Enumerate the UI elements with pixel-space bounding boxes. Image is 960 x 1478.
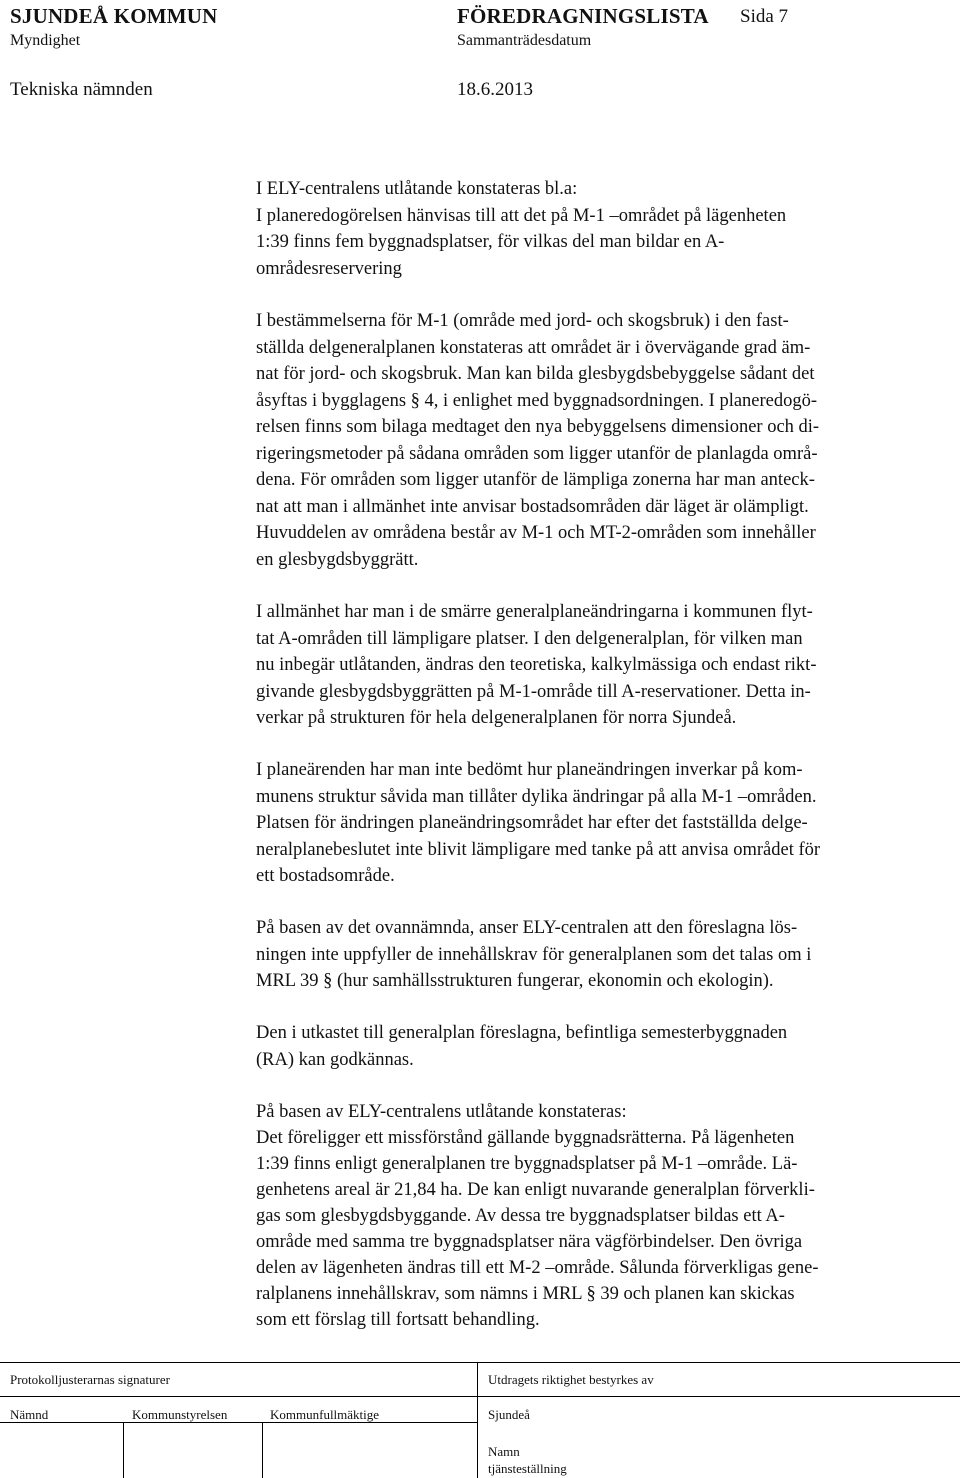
footer-row-rule — [0, 1422, 477, 1423]
text-line: åsyftas i bygglagens § 4, i enlighet med byggnadsordningen. I planeredogö- — [256, 391, 818, 411]
text-line: dena. För områden som ligger utanför de lämpliga zonerna har man anteck- — [256, 470, 815, 490]
column-label-municipal-council: Kommunfullmäktige — [270, 1407, 380, 1422]
text-line: som ett förslag till fortsatt behandling. — [256, 1310, 540, 1330]
footer-mid-rule — [0, 1396, 960, 1397]
text-line: 1:39 finns enligt generalplanen tre byggnadsplatser på M-1 –område. Lä- — [256, 1154, 798, 1174]
text-line: munens struktur såvida man tillåter dylika ändringar på alla M-1 –områden. — [256, 787, 817, 807]
text-line: ställda delgeneralplanen konstateras att området är i övervägande grad äm- — [256, 338, 811, 358]
text-line: Den i utkastet till generalplan föreslagna, befintliga semesterbyggnaden — [256, 1023, 788, 1043]
authority-label: Myndighet — [10, 32, 81, 49]
text-line: relsen finns som bilaga medtaget den nya bebyggelsens dimensioner och di- — [256, 417, 820, 437]
footer-col-rule — [262, 1422, 263, 1478]
text-line: 1:39 finns fem byggnadsplatser, för vilkas del man bildar en A- — [256, 232, 725, 252]
text-line: MRL 39 § (hur samhällsstrukturen fungerar, ekonomin och ekologin). — [256, 971, 774, 991]
column-label-municipal-board: Kommunstyrelsen — [132, 1407, 228, 1422]
text-line: Det föreligger ett missförstånd gällande byggnadsrätterna. På lägenheten — [256, 1128, 795, 1148]
text-line: neralplanebeslutet inte blivit lämpligare med tanke på att anvisa området för — [256, 840, 821, 860]
column-label-board: Nämnd — [10, 1407, 49, 1422]
place-label: Sjundeå — [488, 1407, 530, 1422]
text-line: nat att man i allmänhet inte anvisar bostadsområden där läget är olämpligt. — [256, 497, 809, 517]
text-line: givande glesbygdsbyggrätten på M-1-område till A-reservationer. Detta in- — [256, 682, 811, 702]
text-line: I allmänhet har man i de smärre generalplaneändringarna i kommunen flyt- — [256, 602, 813, 622]
text-line: nu inbegär utlåtanden, ändras den teoretiska, kalkylmässiga och endast rikt- — [256, 655, 817, 675]
text-line: områdesreservering — [256, 259, 402, 279]
document-type: FÖREDRAGNINGSLISTA — [457, 4, 709, 28]
text-line: nat för jord- och skogsbruk. Man kan bilda glesbygdsbebyggelse sådant det — [256, 364, 815, 384]
footer-top-rule — [0, 1362, 960, 1363]
page-number: Sida 7 — [740, 6, 789, 27]
verification-label: Utdragets riktighet bestyrkes av — [488, 1372, 654, 1387]
name-label: Namn — [488, 1444, 520, 1459]
text-line: ett bostadsområde. — [256, 866, 395, 886]
signatures-label: Protokolljusterarnas signaturer — [10, 1372, 170, 1387]
text-line: område med samma tre byggnadsplatser nära vägförbindelser. Den övriga — [256, 1232, 803, 1252]
footer-col-rule — [123, 1422, 124, 1478]
text-line: rigeringsmetoder på sådana områden som ligger utanför de planlagda områ- — [256, 444, 818, 464]
text-line: genhetens areal är 21,84 ha. De kan enligt nuvarande generalplan förverkli- — [256, 1180, 815, 1200]
footer-divider — [477, 1362, 478, 1478]
signature-footer — [0, 1362, 960, 1478]
meeting-date-label: Sammanträdesdatum — [457, 32, 592, 49]
text-line: I planeärenden har man inte bedömt hur planeändringen inverkar på kom- — [256, 760, 803, 780]
text-line: Huvuddelen av områdena består av M-1 och MT-2-områden som innehåller — [256, 523, 816, 543]
text-line: delen av lägenheten ändras till ett M-2 –område. Sålunda förverkligas gene- — [256, 1258, 819, 1278]
text-line: I ELY-centralens utlåtande konstateras bl.a: — [256, 179, 578, 199]
text-line: verkar på strukturen för hela delgeneralplanen för norra Sjundeå. — [256, 708, 737, 728]
text-line: tat A-områden till lämpligare platser. I den delgeneralplan, för vilken man — [256, 629, 803, 649]
text-line: På basen av det ovannämnda, anser ELY-centralen att den föreslagna lös- — [256, 918, 798, 938]
meeting-date: 18.6.2013 — [457, 79, 533, 100]
text-line: ningen inte uppfyller de innehållskrav för generalplanen som det talas om i — [256, 945, 812, 965]
position-label: tjänsteställning — [488, 1461, 567, 1476]
text-line: ralplanens innehållskrav, som nämns i MRL § 39 och planen kan skickas — [256, 1284, 795, 1304]
text-line: I planeredogörelsen hänvisas till att det på M-1 –området på lägenheten — [256, 206, 787, 226]
authority-name: Tekniska nämnden — [10, 79, 153, 100]
text-line: Platsen för ändringen planeändringsområdet har efter det fastställda delge- — [256, 813, 808, 833]
text-line: I bestämmelserna för M-1 (område med jord- och skogsbruk) i den fast- — [256, 311, 789, 331]
organization-name: SJUNDEÅ KOMMUN — [10, 4, 218, 28]
text-line: en glesbygdsbyggrätt. — [256, 550, 419, 570]
text-line: På basen av ELY-centralens utlåtande konstateras: — [256, 1102, 627, 1122]
text-line: gas som glesbygdsbyggande. Av dessa tre byggnadsplatser bildas ett A- — [256, 1206, 785, 1226]
text-line: (RA) kan godkännas. — [256, 1050, 414, 1070]
